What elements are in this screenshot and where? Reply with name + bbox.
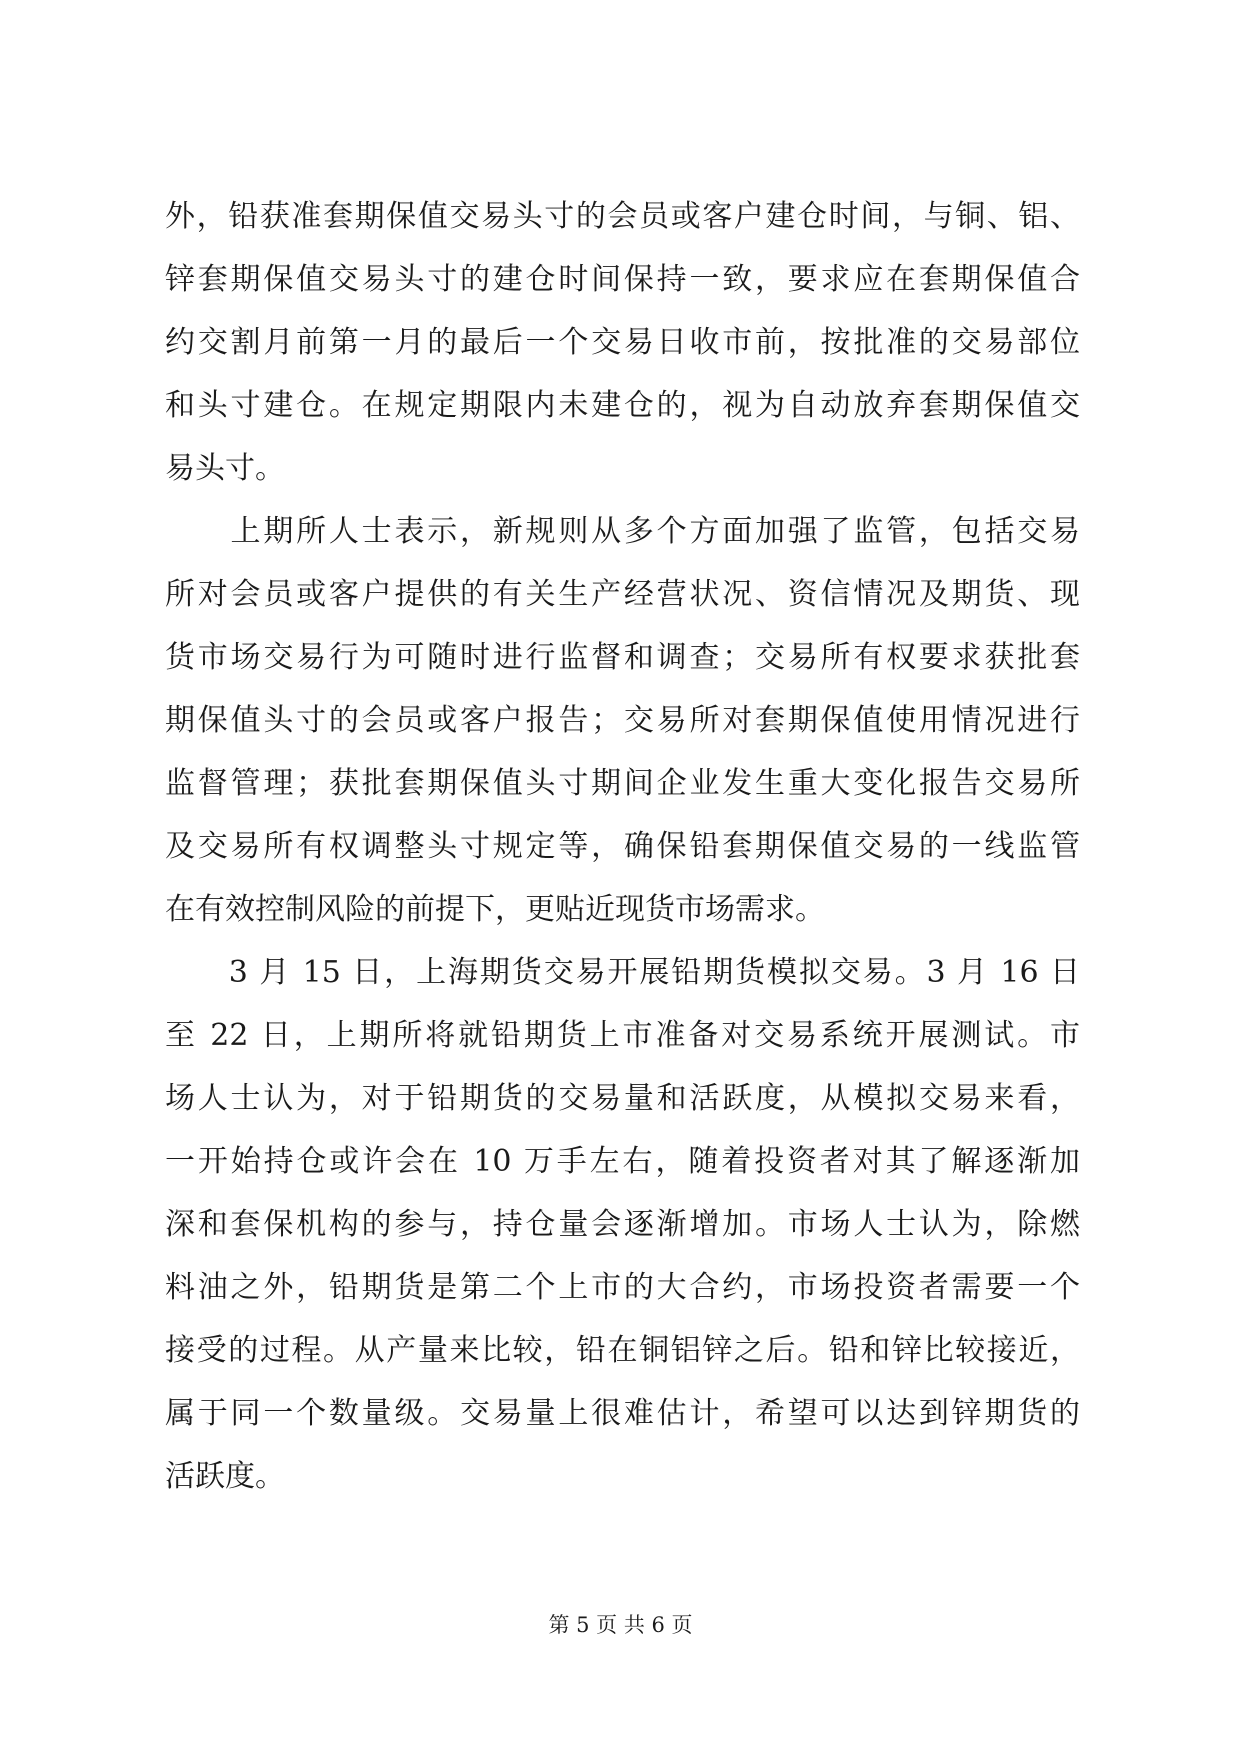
text-line: 3 月 15 日，上海期货交易开展铅期货模拟交易。3 月 16 日: [165, 955, 1080, 990]
text-line: 料油之外，铅期货是第二个上市的大合约，市场投资者需要一个: [165, 1270, 1080, 1305]
body-text: [165, 185, 1080, 1508]
text-line: 活跃度。: [165, 1459, 285, 1494]
text-line: 深和套保机构的参与，持仓量会逐渐增加。市场人士认为，除燃: [165, 1207, 1080, 1242]
text-line: 至 22 日，上期所将就铅期货上市准备对交易系统开展测试。市: [165, 1018, 1080, 1053]
text-line: 外，铅获准套期保值交易头寸的会员或客户建仓时间，与铜、铝、: [165, 199, 1080, 234]
text-line: 期保值头寸的会员或客户报告；交易所对套期保值使用情况进行: [165, 703, 1080, 738]
text-line: 上期所人士表示，新规则从多个方面加强了监管，包括交易: [165, 514, 1080, 549]
text-line: 监督管理；获批套期保值头寸期间企业发生重大变化报告交易所: [165, 766, 1080, 801]
text-line: 属于同一个数量级。交易量上很难估计，希望可以达到锌期货的: [165, 1396, 1080, 1431]
text-line: 易头寸。: [165, 451, 285, 486]
text-line: 接受的过程。从产量来比较，铅在铜铝锌之后。铅和锌比较接近，: [165, 1333, 1080, 1368]
text-line: 在有效控制风险的前提下，更贴近现货市场需求。: [165, 892, 825, 927]
paragraph-3: [165, 941, 1080, 1508]
text-line: 及交易所有权调整头寸规定等，确保铅套期保值交易的一线监管: [165, 829, 1080, 864]
text-line: 锌套期保值交易头寸的建仓时间保持一致，要求应在套期保值合: [165, 262, 1080, 297]
text-line: 一开始持仓或许会在 10 万手左右，随着投资者对其了解逐渐加: [165, 1144, 1080, 1179]
text-line: 约交割月前第一月的最后一个交易日收市前，按批准的交易部位: [165, 325, 1080, 360]
text-line: 货市场交易行为可随时进行监督和调查；交易所有权要求获批套: [165, 640, 1080, 675]
text-line: 和头寸建仓。在规定期限内未建仓的，视为自动放弃套期保值交: [165, 388, 1080, 423]
page-footer: 第 5 页 共 6 页: [548, 1613, 693, 1637]
paragraph-1: [165, 185, 1080, 500]
text-line: 场人士认为，对于铅期货的交易量和活跃度，从模拟交易来看，: [165, 1081, 1080, 1116]
paragraph-2: [165, 500, 1080, 941]
text-line: 所对会员或客户提供的有关生产经营状况、资信情况及期货、现: [165, 577, 1080, 612]
